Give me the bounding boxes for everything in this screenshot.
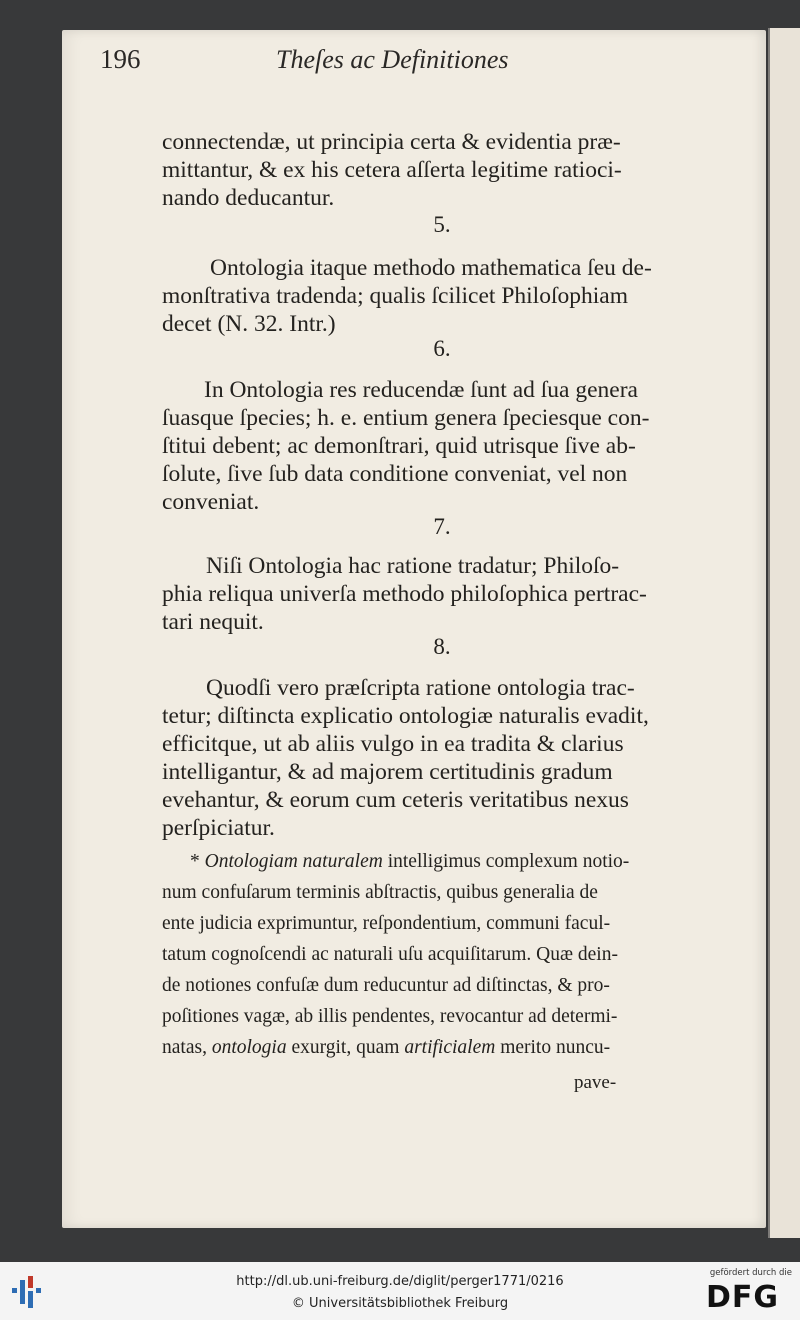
text-line: phia reliqua univerſa methodo philoſophica pertrac- <box>162 581 647 607</box>
text-line: num confuſarum terminis abſtractis, quibus generalia de <box>162 882 598 903</box>
page-body <box>162 128 722 1088</box>
text-line: ente judicia exprimuntur, reſpondentium, communi facul- <box>162 913 611 934</box>
permalink[interactable]: http://dl.ub.uni-freiburg.de/diglit/perger1771/0216 <box>236 1274 564 1289</box>
text-line: tetur; diſtincta explicatio ontologiæ naturalis evadit, <box>162 703 649 729</box>
text-line: monſtrativa tradenda; qualis ſcilicet Philoſophiam <box>162 283 628 309</box>
text-line: ſuasque ſpecies; h. e. entium genera ſpeciesque con- <box>162 405 650 431</box>
text-span: intelligimus complexum notio- <box>387 851 630 872</box>
paragraph-4-continued <box>162 128 722 212</box>
text-line: ſolute, ſive ſub data conditione conveniat, vel non <box>162 461 628 487</box>
text-line: Ontologia itaque methodo mathematica ſeu de- <box>210 255 652 281</box>
text-line: mittantur, & ex his cetera aſſerta legitime ratioci- <box>162 157 622 183</box>
text-line: tari nequit. <box>162 609 264 635</box>
paragraph-5 <box>162 254 722 338</box>
text-line: nando deducantur. <box>162 185 335 211</box>
footnote <box>162 846 722 1063</box>
adjacent-page-edge <box>768 28 800 1238</box>
section-number-7: 7. <box>433 514 451 539</box>
text-line: Niſi Ontologia hac ratione tradatur; Philoſo- <box>206 553 620 579</box>
text-line: perſpiciatur. <box>162 815 275 841</box>
text-line: tatum cognoſcendi ac naturali uſu acquiſitarum. Quæ dein- <box>162 944 618 965</box>
text-line: ſtitui debent; ac demonſtrari, quid utrisque ſive ab- <box>162 433 636 459</box>
footnote-marker: * <box>190 851 200 872</box>
paragraph-6 <box>162 376 722 516</box>
text-line: poſitiones vagæ, ab illis pendentes, revocantur ad determi- <box>162 1006 618 1027</box>
text-line: conveniat. <box>162 489 260 515</box>
copyright-notice: © Universitätsbibliothek Freiburg <box>291 1296 509 1311</box>
text-line: In Ontologia res reducendæ ſunt ad ſua genera <box>204 377 638 403</box>
text-line: efficitque, ut ab aliis vulgo in ea tradita & clarius <box>162 731 624 757</box>
section-number-5: 5. <box>433 212 451 237</box>
page-number: 196 <box>100 44 141 74</box>
text-span: exurgit, quam <box>291 1037 400 1058</box>
text-span: merito nuncu- <box>500 1037 611 1058</box>
paragraph-8 <box>162 674 722 842</box>
dfg-sponsor[interactable] <box>700 1268 792 1316</box>
text-line: evehantur, & eorum cum ceteris veritatibus nexus <box>162 787 629 813</box>
catchword: pave- <box>574 1072 617 1093</box>
text-line: intelligantur, & ad majorem certitudinis gradum <box>162 759 613 785</box>
text-line: de notiones confuſæ dum reducuntur ad diſtinctas, & pro- <box>162 975 610 996</box>
sponsor-text: gefördert durch die <box>709 1268 792 1278</box>
paragraph-7 <box>162 552 722 636</box>
text-span: natas, <box>162 1037 207 1058</box>
dfg-logo: DFG <box>706 1280 780 1315</box>
term-artificialis: artificialem <box>404 1037 496 1058</box>
text-line: connectendæ, ut principia certa & evidentia præ- <box>162 129 621 155</box>
footnote-last-line <box>162 1032 722 1063</box>
section-number-6: 6. <box>433 336 451 361</box>
term-ontologia-naturalis: Ontologiam naturalem <box>204 851 383 872</box>
viewer-footer <box>0 1262 800 1320</box>
text-line: decet (N. 32. Intr.) <box>162 311 336 337</box>
page-header <box>100 44 660 80</box>
term-ontologia: ontologia <box>211 1037 287 1058</box>
running-head: Theſes ac Definitiones <box>276 45 509 74</box>
footnote-first-line <box>162 846 722 877</box>
text-line: Quodſi vero præſcripta ratione ontologia trac- <box>206 675 635 701</box>
section-number-8: 8. <box>433 634 451 659</box>
